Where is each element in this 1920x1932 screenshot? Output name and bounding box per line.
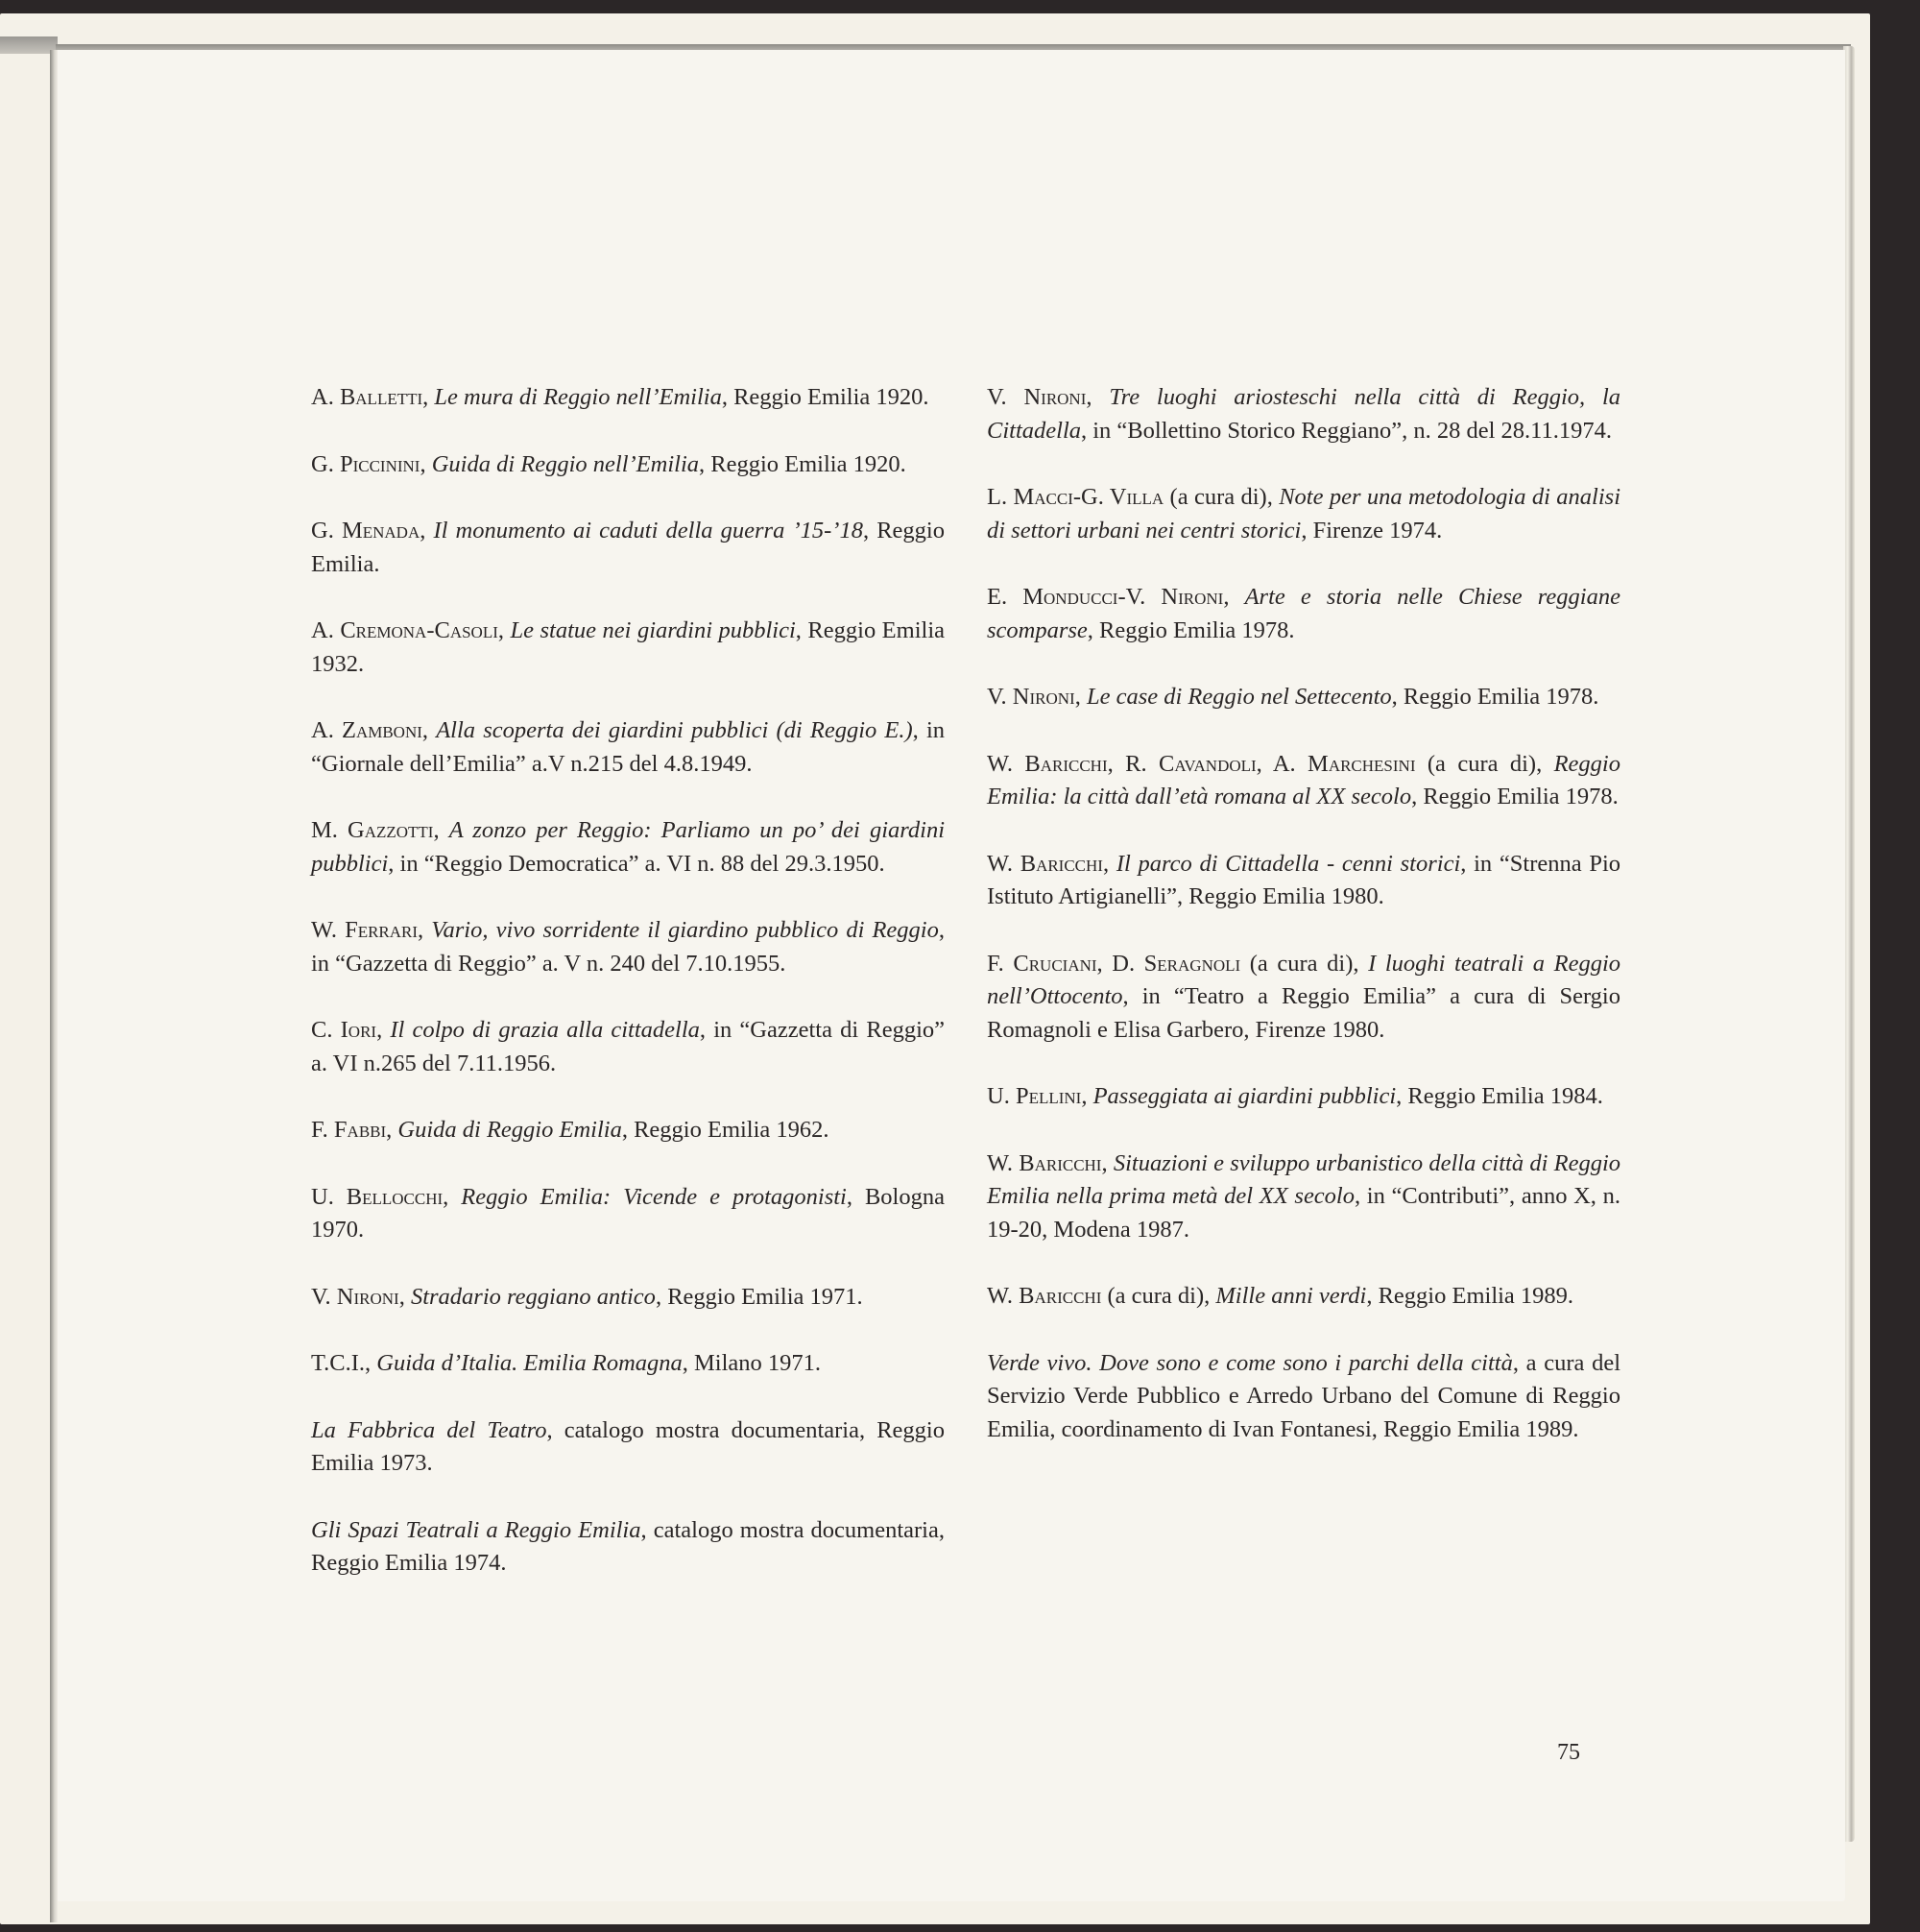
entry-separator: ,: [421, 717, 437, 743]
entry-title: Guida di Reggio Emilia: [397, 1117, 622, 1143]
entry-title: Passeggiata ai giardini pubblici: [1092, 1083, 1397, 1109]
entry-details: , in “Gazzetta di Reggio” a. V n. 240 del 7.10.1955.: [311, 917, 945, 977]
bibliography-entry: [311, 448, 945, 482]
entry-author: F. Cruciani, D. Seragnoli: [987, 950, 1241, 977]
entry-details: , Reggio Emilia 1984.: [1396, 1083, 1603, 1109]
entry-details: , Reggio Emilia 1989.: [1366, 1283, 1574, 1309]
bibliography-entry: [311, 1414, 945, 1481]
entry-separator: ,: [1074, 684, 1087, 710]
entry-title: Il colpo di grazia alla cittadella: [390, 1017, 700, 1043]
entry-details: , Reggio Emilia 1920.: [699, 450, 906, 477]
entry-details: , in “Giornale dell’Emilia” a.V n.215 del 4.8.1949.: [311, 717, 946, 777]
entry-author: U. Pellini: [987, 1083, 1082, 1109]
entry-separator: ,: [497, 617, 511, 643]
entry-author: V. Nironi: [311, 1283, 399, 1310]
entry-title: Il monumento ai caduti della guerra ’15-’18: [433, 518, 863, 543]
bibliography-entry: [311, 714, 945, 781]
entry-author: A. Balletti: [311, 384, 423, 410]
entry-details: , Reggio Emilia 1978.: [1411, 784, 1619, 809]
entry-title: Reggio Emilia: Vicende e protagonisti: [461, 1183, 847, 1210]
entry-separator: ,: [1086, 384, 1110, 410]
entry-title: Verde vivo. Dove sono e come sono i parchi della città: [987, 1349, 1513, 1376]
entry-title: Arte e storia nelle Chiese reggiane scomparse: [987, 584, 1620, 643]
entry-details: , Reggio Emilia.: [311, 518, 945, 577]
bibliography-entry: [311, 914, 945, 980]
entry-separator: ,: [1223, 584, 1245, 610]
bibliography-entry: [987, 948, 1620, 1048]
entry-title: Le case di Reggio nel Settecento: [1086, 684, 1392, 710]
entry-separator: ,: [398, 1283, 411, 1310]
entry-separator: ,: [1081, 1083, 1093, 1109]
entry-title: Guida di Reggio nell’Emilia: [431, 450, 700, 477]
entry-details: , Reggio Emilia 1978.: [1087, 616, 1295, 643]
entry-author: A. Zamboni: [311, 717, 422, 743]
spine-curl: [0, 36, 58, 54]
bibliography-entry: [987, 848, 1620, 914]
entry-details: , Reggio Emilia 1978.: [1391, 684, 1599, 710]
entry-author: V. Nironi: [987, 684, 1075, 710]
bibliography-right-column: [987, 381, 1620, 1480]
entry-author: L. Macci-G. Villa: [987, 484, 1164, 510]
bibliography-entry: [311, 381, 945, 415]
entry-title: La Fabbrica del Teatro: [311, 1416, 547, 1443]
entry-title: Guida d’Italia. Emilia Romagna: [376, 1350, 683, 1376]
entry-details: , in “Reggio Democratica” a. VI n. 88 del 29.3.1950.: [388, 850, 885, 877]
entry-separator: ,: [422, 384, 435, 410]
entry-author: U. Bellocchi: [311, 1183, 444, 1210]
entry-author: G. Piccinini: [311, 450, 420, 477]
entry-separator: (a cura di),: [1415, 750, 1554, 777]
entry-title: Mille anni verdi: [1215, 1283, 1367, 1309]
bibliography-entry: [311, 1347, 945, 1381]
spine-shadow: [50, 50, 58, 1922]
entry-title: Il parco di Cittadella - cenni storici: [1116, 850, 1461, 877]
entry-separator: ,: [376, 1017, 391, 1043]
entry-separator: ,: [420, 518, 434, 543]
entry-title: Note per una metodologia di analisi di settori urbani nei centri storici: [987, 484, 1620, 543]
entry-title: Alla scoperta dei giardini pubblici (di Reggio E.): [436, 717, 913, 743]
entry-details: , in “Gazzetta di Reggio” a. VI n.265 del 7.11.1956.: [311, 1017, 946, 1076]
entry-title: I luoghi teatrali a Reggio nell’Ottocento: [987, 950, 1621, 1009]
entry-author: W. Baricchi: [987, 1283, 1102, 1309]
entry-separator: ,: [386, 1117, 398, 1143]
entry-separator: ,: [1102, 850, 1116, 877]
entry-details: , Firenze 1974.: [1301, 517, 1443, 543]
bibliography-left-column: [311, 381, 945, 1614]
entry-separator: ,: [365, 1350, 377, 1376]
bibliography-entry: [987, 481, 1620, 547]
entry-author: C. Iori: [311, 1017, 377, 1043]
entry-details: , Reggio Emilia 1920.: [721, 384, 929, 410]
bibliography-entry: [311, 1114, 945, 1147]
entry-separator: ,: [420, 450, 432, 477]
bibliography-entry: [311, 1014, 945, 1080]
bibliography-entry: [987, 681, 1620, 714]
entry-details: , catalogo mostra documentaria, Reggio Emilia 1973.: [311, 1416, 945, 1476]
bibliography-entry: [311, 515, 945, 581]
page-number: 75: [1557, 1740, 1580, 1765]
book-page: [58, 50, 1845, 1901]
entry-title: Reggio Emilia: la città dall’età romana al XX secolo: [987, 750, 1620, 809]
bibliography-entry: [987, 581, 1620, 647]
entry-details: , Reggio Emilia 1971.: [655, 1283, 863, 1310]
bibliography-entry: [987, 1347, 1620, 1447]
entry-details: , Reggio Emilia 1962.: [621, 1117, 829, 1143]
entry-separator: (a cura di),: [1164, 484, 1280, 510]
entry-title: Stradario reggiano antico: [410, 1283, 656, 1310]
entry-author: W. Baricchi: [987, 1149, 1102, 1176]
entry-details: , Milano 1971.: [682, 1350, 822, 1376]
entry-author: G. Menada: [311, 518, 420, 543]
entry-details: , in “Bollettino Storico Reggiano”, n. 28 del 28.11.1974.: [1081, 417, 1612, 444]
entry-details: , Bologna 1970.: [311, 1183, 945, 1243]
entry-details: , catalogo mostra documentaria, Reggio Emilia 1974.: [311, 1516, 945, 1576]
bibliography-entry: [311, 1514, 945, 1581]
entry-details: , a cura del Servizio Verde Pubblico e Arredo Urbano del Comune di Reggio Emilia, coordinamento di Ivan Fontanesi, Reggio Emilia 1989.: [987, 1349, 1620, 1442]
entry-author: V. Nironi: [987, 384, 1087, 410]
entry-author: A. Cremona-Casoli: [311, 617, 498, 643]
bibliography-entry: [311, 814, 945, 881]
bibliography-entry: [311, 1181, 945, 1247]
entry-title: Le statue nei giardini pubblici: [510, 617, 796, 643]
entry-details: , Reggio Emilia 1932.: [311, 617, 946, 677]
entry-separator: ,: [433, 817, 449, 843]
entry-title: Le mura di Reggio nell’Emilia: [434, 384, 722, 410]
entry-details: , in “Strenna Pio Istituto Artigianelli”, Reggio Emilia 1980.: [987, 850, 1621, 909]
entry-author: W. Ferrari: [311, 917, 419, 943]
entry-title: Vario, vivo sorridente il giardino pubblico di Reggio: [431, 917, 939, 943]
bibliography-entry: [987, 381, 1620, 447]
entry-title: A zonzo per Reggio: Parliamo un po’ dei giardini pubblici: [311, 817, 945, 877]
entry-details: , in “Teatro a Reggio Emilia” a cura di Sergio Romagnoli e Elisa Garbero, Firenze 1980.: [987, 983, 1620, 1043]
entry-separator: (a cura di),: [1240, 950, 1369, 977]
bibliography-entry: [987, 1080, 1620, 1114]
entry-details: , in “Contributi”, anno X, n. 19-20, Modena 1987.: [987, 1183, 1620, 1243]
entry-title: Situazioni e sviluppo urbanistico della città di Reggio Emilia nella prima metà del XX secolo: [987, 1149, 1621, 1209]
entry-title: Gli Spazi Teatrali a Reggio Emilia: [311, 1516, 641, 1543]
entry-separator: ,: [418, 917, 432, 943]
entry-author: W. Baricchi, R. Cavandoli, A. Marchesini: [987, 750, 1416, 777]
entry-author: T.C.I.: [311, 1350, 366, 1376]
bibliography-entry: [987, 1280, 1620, 1314]
bibliography-entry: [311, 615, 945, 681]
bibliography-entry: [311, 1281, 945, 1315]
entry-author: W. Baricchi: [987, 850, 1103, 877]
entry-author: M. Gazzotti: [311, 817, 434, 843]
entry-separator: (a cura di),: [1101, 1283, 1216, 1309]
bibliography-entry: [987, 748, 1620, 814]
entry-title: Tre luoghi ariosteschi nella città di Reggio, la Cittadella: [987, 384, 1621, 444]
entry-author: F. Fabbi: [311, 1117, 387, 1143]
entry-separator: ,: [443, 1183, 462, 1210]
entry-separator: ,: [1101, 1149, 1114, 1176]
entry-author: E. Monducci-V. Nironi: [987, 584, 1224, 610]
bibliography-entry: [987, 1147, 1620, 1247]
